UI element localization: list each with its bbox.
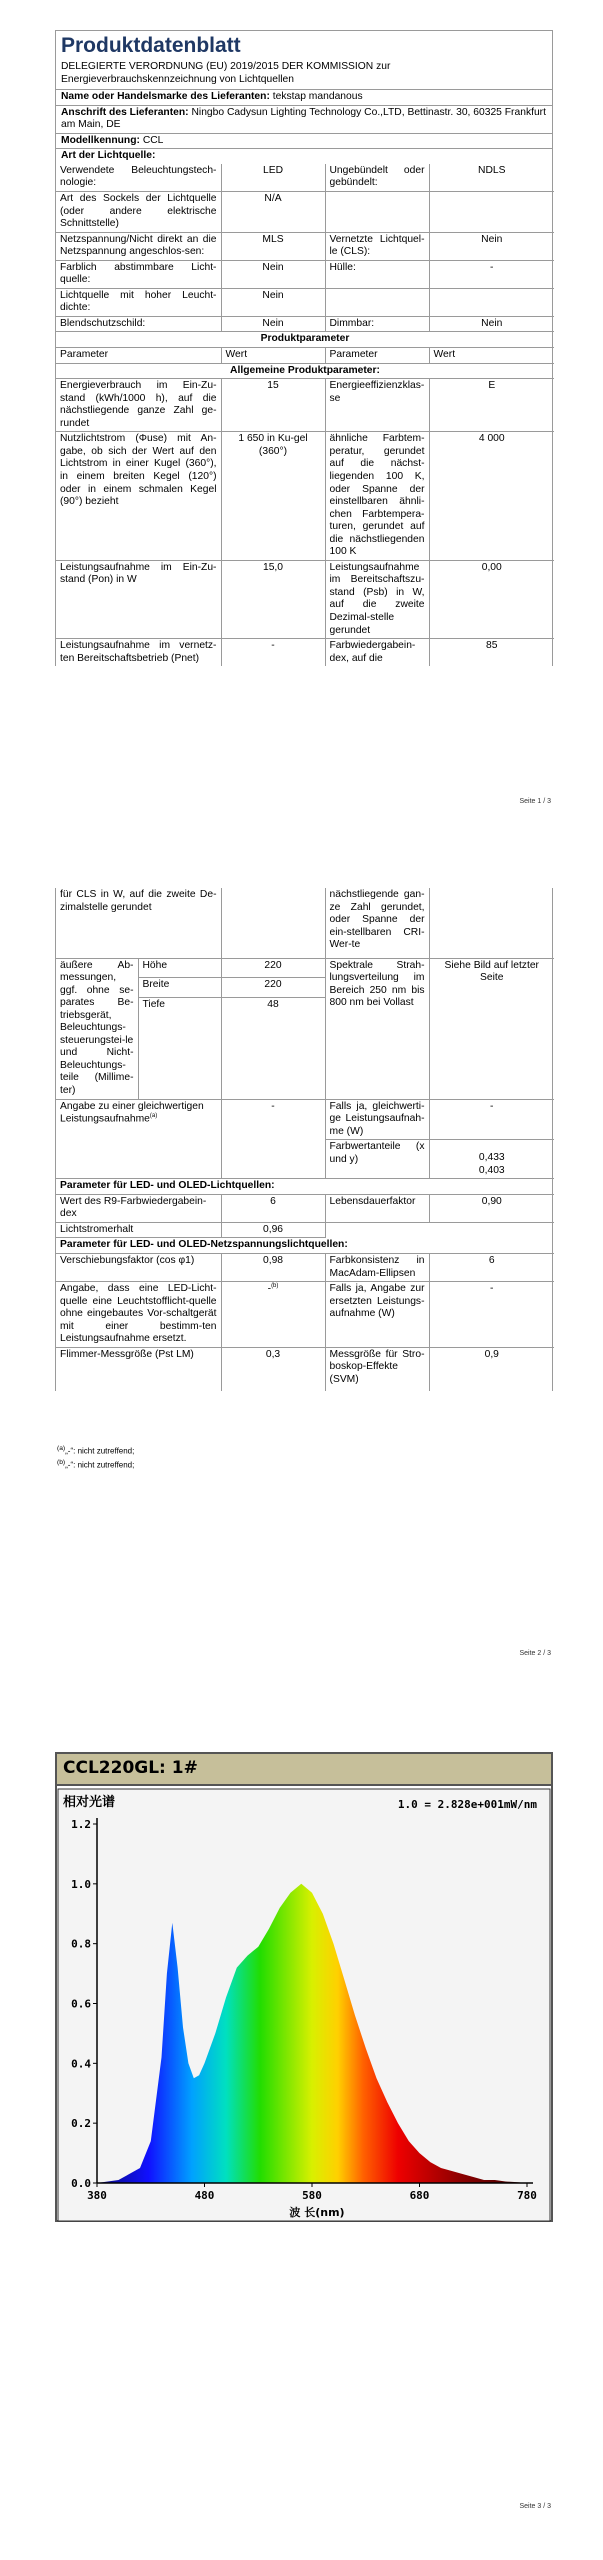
x-tick-label: 580 bbox=[302, 2189, 322, 2202]
general-params-heading: Allgemeine Produktparameter: bbox=[56, 363, 554, 379]
column-header: Parameter bbox=[325, 348, 429, 364]
param-value: Nein bbox=[429, 232, 554, 260]
chromaticity-value bbox=[429, 1140, 554, 1179]
param-value: LED bbox=[221, 164, 325, 192]
param-label: Nutzlichtstrom (Φuse) mit An-gabe, ob sich der Wert auf den Lichtstrom in einer Kugel (360°), in einem breiten Kegel (120°) oder in einem schmalen Kegel (90°) bezieht bbox=[56, 432, 221, 560]
footnote-b bbox=[57, 1458, 134, 1472]
light-source-table bbox=[56, 164, 554, 666]
param-label bbox=[325, 288, 429, 316]
param-value: N/A bbox=[221, 192, 325, 233]
param-value bbox=[429, 288, 554, 316]
param-value: 1 650 in Ku-gel (360°) bbox=[221, 432, 325, 560]
spectral-distribution-label: Spektrale Strah-lungsverteilung im Bereich 250 nm bis 800 nm bei Vollast bbox=[325, 958, 429, 1099]
param-label: Netzspannung/Nicht direkt an die Netzspannung angeschlos-sen: bbox=[56, 232, 221, 260]
empty-cell bbox=[325, 1222, 554, 1238]
footnote-text: „-“: nicht zutreffend; bbox=[65, 1446, 135, 1456]
param-label: Flimmer-Messgröße (Pst LM) bbox=[56, 1347, 221, 1391]
param-value: 0,00 bbox=[429, 560, 554, 638]
table-row bbox=[56, 288, 554, 316]
spectrum-svg bbox=[57, 1788, 551, 2222]
param-value: 15,0 bbox=[221, 560, 325, 638]
supplier-address: Ningbo Cadysun Lighting Technology Co.,LTD, Bettinastr. 30, 60325 Frankfurt am Main, DE bbox=[61, 106, 546, 131]
param-label: ähnliche Farbtem-peratur, gerundet auf die nächst-liegenden 100 K, oder Spanne der einstellbaren ähnli-chen Farbtempera-turen, gerundet auf die nächstliegenden 100 K bbox=[325, 432, 429, 560]
param-value: Nein bbox=[429, 316, 554, 332]
table-row bbox=[56, 1253, 554, 1281]
spectrum-chart bbox=[55, 1752, 553, 2222]
table-row bbox=[56, 363, 554, 379]
light-source-type-heading: Art der Lichtquelle: bbox=[56, 148, 552, 164]
model-row bbox=[56, 133, 552, 149]
param-label: Verschiebungsfaktor (cos φ1) bbox=[56, 1253, 221, 1281]
footnote-mark: (a) bbox=[57, 1445, 66, 1452]
param-value: Nein bbox=[221, 260, 325, 288]
param-label: Dimmbar: bbox=[325, 316, 429, 332]
param-value: 0,90 bbox=[429, 1194, 554, 1222]
chromaticity-y: 0,403 bbox=[478, 1164, 505, 1176]
supplier-name: tekstap mandanous bbox=[272, 91, 363, 103]
param-value: 4 000 bbox=[429, 432, 554, 560]
table-row bbox=[56, 192, 554, 233]
param-value: Nein bbox=[221, 288, 325, 316]
mains-params-heading: Parameter für LED- und OLED-Netzspannungslichtquellen: bbox=[56, 1238, 554, 1254]
param-value: 0,9 bbox=[429, 1347, 554, 1391]
table-row bbox=[56, 1282, 554, 1348]
param-label: Falls ja, Angabe zur ersetzten Leistungs-aufnahme (W) bbox=[325, 1282, 429, 1348]
param-label: Farblich abstimmbare Licht-quelle: bbox=[56, 260, 221, 288]
column-header: Wert bbox=[429, 348, 554, 364]
param-label: nächstliegende gan-ze Zahl gerundet, oder Spanne der ein-stellbaren CRI-Wer-te bbox=[325, 888, 429, 958]
y-tick-label: 0.4 bbox=[71, 2057, 91, 2071]
regulation-text: DELEGIERTE VERORDNUNG (EU) 2019/2015 DER KOMMISSION zur Energieverbrauchskennzeichnung von Lichtquellen bbox=[61, 61, 391, 85]
depth-label: Tiefe bbox=[138, 997, 221, 1099]
param-label: Hülle: bbox=[325, 260, 429, 288]
table-row bbox=[56, 332, 554, 348]
param-label: Wert des R9-Farbwiedergabein-dex bbox=[56, 1194, 221, 1222]
param-value: E bbox=[429, 379, 554, 432]
table-row bbox=[56, 316, 554, 332]
model-label: Modellkennung: bbox=[61, 134, 140, 146]
table-row bbox=[56, 639, 554, 667]
chromaticity-label: Farbwertanteile (x und y) bbox=[325, 1140, 429, 1179]
supplier-name-label: Name oder Handelsmarke des Lieferanten: bbox=[61, 91, 270, 103]
table-row bbox=[56, 1238, 554, 1254]
param-value: 0,96 bbox=[221, 1222, 325, 1238]
param-label: Leistungsaufnahme im Ein-Zu-stand (Pon) in W bbox=[56, 560, 221, 638]
param-label: Vernetzte Lichtquel-le (CLS): bbox=[325, 232, 429, 260]
param-label: Art des Sockels der Lichtquelle (oder andere elektrische Schnittstelle) bbox=[56, 192, 221, 233]
value-text: - bbox=[267, 1283, 272, 1295]
param-value: - bbox=[221, 639, 325, 667]
dimensions-label: äußere Ab-messungen, ggf. ohne se-parates Be-triebsgerät, Beleuchtungs-steuerungstei-le und Nicht-Beleuchtungs-teile (Millime-ter) bbox=[56, 958, 138, 1099]
table-row bbox=[56, 232, 554, 260]
footnote-text: „-“: nicht zutreffend; bbox=[65, 1461, 135, 1471]
param-label: Leistungsaufnahme im Bereitschaftszu-stand (Psb) in W, auf die zweite Dezimal-stelle gerundet bbox=[325, 560, 429, 638]
y-tick-label: 0.0 bbox=[71, 2177, 91, 2190]
param-label bbox=[325, 192, 429, 233]
table-row bbox=[56, 1194, 554, 1222]
param-label: Messgröße für Stro-boskop-Effekte (SVM) bbox=[325, 1347, 429, 1391]
supplier-address-row bbox=[56, 105, 552, 133]
param-label: Angabe, dass eine LED-Licht-quelle eine Leuchtstofflicht-quelle ohne eingebautes Vor-schaltgerät mit einer bestimm-ten Leistungsaufnahme ersetzt. bbox=[56, 1282, 221, 1348]
param-value: 15 bbox=[221, 379, 325, 432]
page-number-3: Seite 3 / 3 bbox=[519, 2503, 551, 2510]
param-label: Lebensdauerfaktor bbox=[325, 1194, 429, 1222]
parameters-table-continued bbox=[56, 888, 554, 1391]
column-header: Parameter bbox=[56, 348, 221, 364]
height-value: 220 bbox=[221, 958, 325, 978]
model-value: CCL bbox=[142, 134, 164, 146]
param-label: Ungebündelt oder gebündelt: bbox=[325, 164, 429, 192]
param-label: Verwendete Beleuchtungstech-nologie: bbox=[56, 164, 221, 192]
footnote-mark: (b) bbox=[271, 1283, 279, 1290]
param-value: 85 bbox=[429, 639, 554, 667]
y-tick-label: 0.2 bbox=[71, 2117, 91, 2131]
param-value: 0,98 bbox=[221, 1253, 325, 1281]
table-row bbox=[56, 1099, 554, 1140]
param-value: - bbox=[429, 260, 554, 288]
supplier-address-label: Anschrift des Lieferanten: bbox=[61, 106, 189, 118]
table-row bbox=[56, 888, 554, 958]
footnote-mark: (a) bbox=[149, 1113, 158, 1120]
table-row bbox=[56, 1347, 554, 1391]
y-tick-label: 0.8 bbox=[71, 1937, 91, 1951]
table-row bbox=[56, 958, 554, 978]
supplier-name-row bbox=[56, 89, 552, 105]
param-value: NDLS bbox=[429, 164, 554, 192]
y-tick-label: 0.6 bbox=[71, 1997, 91, 2011]
param-label: für CLS in W, auf die zweite De-zimalstelle gerundet bbox=[56, 888, 221, 958]
depth-value: 48 bbox=[221, 997, 325, 1099]
column-header: Wert bbox=[221, 348, 325, 364]
page-number-1: Seite 1 / 3 bbox=[519, 798, 551, 805]
param-value: - bbox=[429, 1282, 554, 1348]
table-row bbox=[56, 432, 554, 560]
chart-title: CCL220GL: 1# bbox=[57, 1754, 551, 1786]
table-row bbox=[56, 560, 554, 638]
param-label: Farbwiedergabein-dex, auf die bbox=[325, 639, 429, 667]
x-axis-label: 波 长(nm) bbox=[289, 2206, 345, 2219]
page-title: Produktdatenblatt bbox=[61, 34, 241, 57]
footnote-a bbox=[57, 1444, 134, 1458]
param-label: Leistungsaufnahme im vernetz-ten Bereitschaftsbetrieb (Pnet) bbox=[56, 639, 221, 667]
x-tick-label: 380 bbox=[87, 2189, 107, 2202]
led-params-heading: Parameter für LED- und OLED-Lichtquellen: bbox=[56, 1179, 554, 1195]
equivalent-power-value: - bbox=[221, 1099, 325, 1179]
param-value: 0,3 bbox=[221, 1347, 325, 1391]
param-label: Blendschutzschild: bbox=[56, 316, 221, 332]
scale-annotation: 1.0 = 2.828e+001mW/nm bbox=[397, 1798, 537, 1811]
param-label: Energieverbrauch im Ein-Zu-stand (kWh/1000 h), auf die nächstliegende ganze Zahl ge-rundet bbox=[56, 379, 221, 432]
equivalent-power-text: Angabe zu einer gleichwertigen Leistungsaufnahme bbox=[60, 1100, 204, 1125]
equivalent-power-label bbox=[56, 1099, 221, 1179]
datasheet-page-2 bbox=[55, 888, 553, 1391]
width-label: Breite bbox=[138, 978, 221, 998]
param-value: MLS bbox=[221, 232, 325, 260]
x-tick-label: 680 bbox=[409, 2189, 430, 2202]
param-value bbox=[429, 192, 554, 233]
x-tick-label: 480 bbox=[194, 2189, 215, 2202]
datasheet-page-1 bbox=[55, 30, 553, 666]
x-tick-label: 780 bbox=[517, 2189, 537, 2202]
param-label: Falls ja, gleichwerti-ge Leistungsaufnah-me (W) bbox=[325, 1099, 429, 1140]
chromaticity-x: 0,433 bbox=[478, 1152, 505, 1164]
width-value: 220 bbox=[221, 978, 325, 998]
y-tick-label: 1.2 bbox=[71, 1818, 91, 1831]
param-value bbox=[221, 888, 325, 958]
table-row bbox=[56, 164, 554, 192]
param-value: - bbox=[429, 1099, 554, 1140]
param-value: 6 bbox=[429, 1253, 554, 1281]
param-label: Energieeffizienzklas-se bbox=[325, 379, 429, 432]
table-row bbox=[56, 379, 554, 432]
table-row bbox=[56, 260, 554, 288]
param-label: Lichtstromerhalt bbox=[56, 1222, 221, 1238]
page-number-2: Seite 2 / 3 bbox=[519, 1650, 551, 1657]
param-value bbox=[429, 888, 554, 958]
y-tick-label: 1.0 bbox=[71, 1877, 91, 1891]
param-value: 6 bbox=[221, 1194, 325, 1222]
param-value bbox=[221, 1282, 325, 1348]
table-row bbox=[56, 1222, 554, 1238]
y-axis-label: 相对光谱 bbox=[63, 1795, 116, 1810]
height-label: Höhe bbox=[138, 958, 221, 978]
footnote-mark: (b) bbox=[57, 1459, 66, 1467]
product-params-heading: Produktparameter bbox=[56, 332, 554, 348]
param-value: Nein bbox=[221, 316, 325, 332]
footnotes bbox=[57, 1444, 134, 1473]
table-header-row bbox=[56, 348, 554, 364]
param-label: Lichtquelle mit hoher Leucht-dichte: bbox=[56, 288, 221, 316]
param-label: Farbkonsistenz in MacAdam-Ellipsen bbox=[325, 1253, 429, 1281]
table-row bbox=[56, 1179, 554, 1195]
spectral-distribution-value: Siehe Bild auf letzter Seite bbox=[429, 958, 554, 1099]
